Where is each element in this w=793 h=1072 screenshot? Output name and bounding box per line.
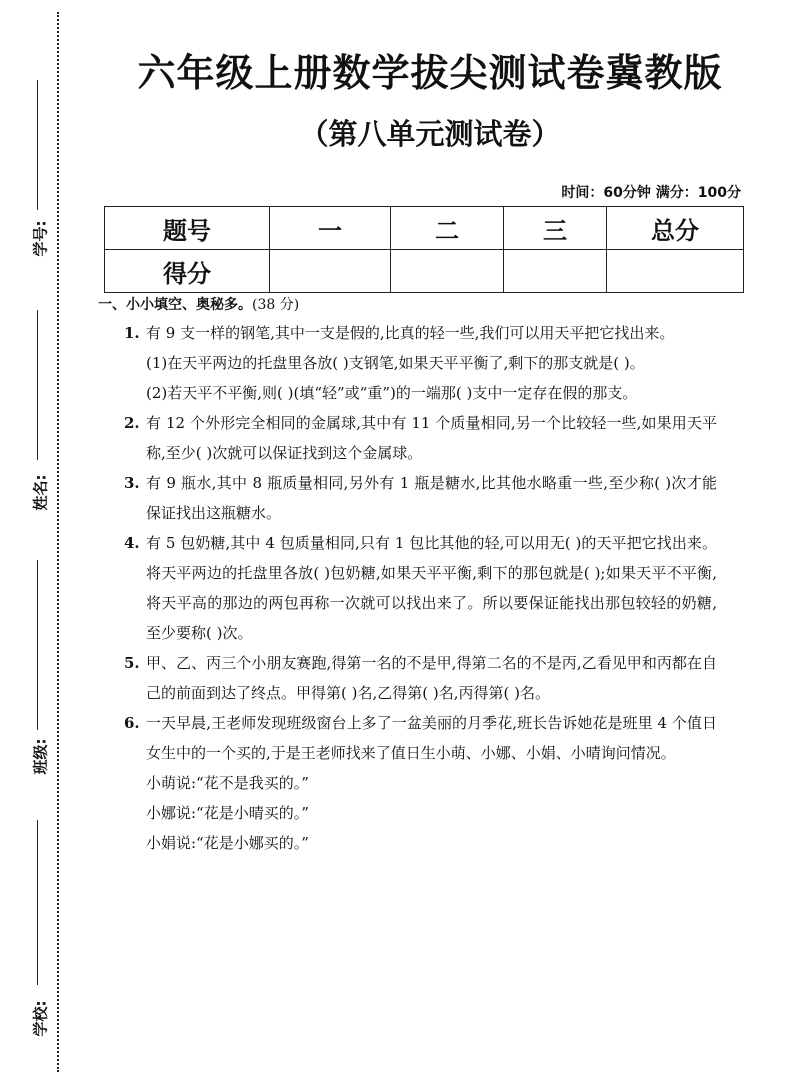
question-number: 2. [124,414,140,432]
question-1 [102,318,717,348]
section-heading [98,292,717,318]
exam-content [98,292,717,858]
question-1-part-2: (2)若天平不平衡,则( )(填“轻”或“重”)的一端那( )支中一定存在假的那支。 [146,384,638,402]
question-5 [102,648,717,708]
question-text: 有 5 包奶糖,其中 4 包质量相同,只有 1 包比其他的轻,可以用无( )的天平把它找出来。将天平两边的托盘里各放( )包奶糖,如果天平平衡,剩下的那包就是( );如果天平不平衡,将天平高的那边的两包再称一次就可以找出来了。所以要保证能找出那包较轻的奶糖,至少要称( )次。 [146,534,717,642]
score-cell[interactable] [504,250,607,293]
binding-margin [0,0,70,1072]
page-subtitle: （第八单元测试卷） [299,117,561,151]
question-2 [102,408,717,468]
question-6-statement-3: 小娟说:“花是小娜买的。” [146,834,309,852]
class-label: 班级: [31,738,50,775]
name-label: 姓名: [31,474,50,511]
question-number: 3. [124,474,140,492]
score-cell[interactable] [391,250,504,293]
score-header-cell: 题号 [105,207,270,250]
score-table [104,206,744,293]
question-number: 1. [124,324,140,342]
score-table-score-row [105,250,744,293]
section-title: 一、小小填空、奥秘多。 [98,297,252,313]
question-number: 5. [124,654,140,672]
question-6-statement-2: 小娜说:“花是小晴买的。” [146,804,309,822]
score-header-cell: 二 [391,207,504,250]
page-title: 六年级上册数学拔尖测试卷冀教版 [137,51,723,95]
score-header-cell: 一 [270,207,391,250]
score-cell[interactable] [607,250,744,293]
class-field[interactable] [12,560,52,790]
question-text: 有 9 瓶水,其中 8 瓶质量相同,另外有 1 瓶是糖水,比其他水略重一些,至少称( )次才能保证找出这瓶糖水。 [146,474,717,522]
question-text: 有 9 支一样的钢笔,其中一支是假的,比真的轻一些,我们可以用天平把它找出来。 [146,324,675,342]
question-text: 甲、乙、丙三个小朋友赛跑,得第一名的不是甲,得第二名的不是丙,乙看见甲和丙都在自己的前面到达了终点。甲得第( )名,乙得第( )名,丙得第( )名。 [146,654,717,702]
question-number: 6. [124,714,140,732]
student-id-blank[interactable] [37,80,38,210]
name-field[interactable] [12,310,52,520]
student-id-label: 学号: [31,220,50,257]
question-text: 一天早晨,王老师发现班级窗台上多了一盆美丽的月季花,班长告诉她花是班里 4 个值日女生中的一个买的,于是王老师找来了值日生小萌、小娜、小娟、小晴询问情况。 [146,714,717,762]
name-blank[interactable] [37,310,38,460]
score-header-cell: 三 [504,207,607,250]
class-blank[interactable] [37,560,38,730]
question-3 [102,468,717,528]
question-number: 4. [124,534,140,552]
student-id-field[interactable] [12,80,52,280]
exam-meta: 时间：60分钟 满分：100分 [561,185,741,201]
score-cell[interactable] [270,250,391,293]
question-6 [102,708,717,768]
school-blank[interactable] [37,820,38,985]
score-header-cell: 总分 [607,207,744,250]
section-points: (38 分) [252,297,300,313]
question-text: 有 12 个外形完全相同的金属球,其中有 11 个质量相同,另一个比较轻一些,如果用天平称,至少( )次就可以保证找到这个金属球。 [146,414,717,462]
question-4 [102,528,717,648]
cut-line [57,12,59,1072]
score-table-header-row [105,207,744,250]
question-1-part-1: (1)在天平两边的托盘里各放( )支钢笔,如果天平平衡了,剩下的那支就是( )。 [146,354,645,372]
question-6-statement-1: 小萌说:“花不是我买的。” [146,774,309,792]
school-label: 学校: [31,1000,50,1037]
school-field[interactable] [12,820,52,1040]
score-row-label: 得分 [105,250,270,293]
